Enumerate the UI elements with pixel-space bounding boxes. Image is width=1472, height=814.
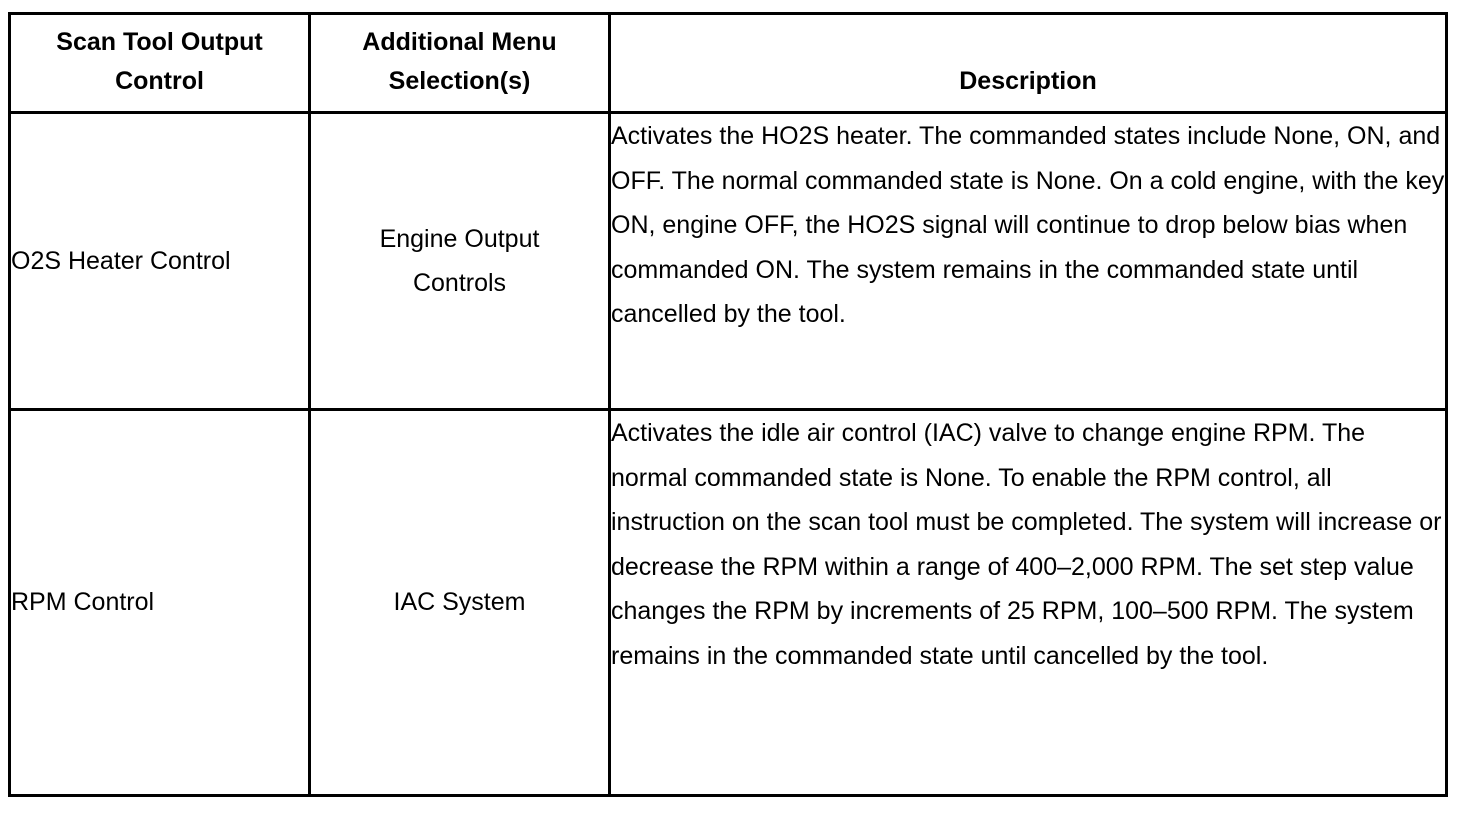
output-controls-table: [8, 12, 1448, 797]
table-row: [10, 113, 1447, 410]
output-control-cell: RPM Control: [10, 410, 310, 796]
header-scan-tool-output-control: Scan Tool Output Control: [10, 14, 310, 113]
header-description: Description: [610, 14, 1447, 113]
output-control-cell: O2S Heater Control: [10, 113, 310, 410]
description-cell: Activates the idle air control (IAC) valve to change engine RPM. The normal commanded state is None. To enable the RPM control, all instruction on the scan tool must be completed. The system will increase or decrease the RPM within a range of 400–2,000 RPM. The set step value changes the RPM by increments of 25 RPM, 100–500 RPM. The system remains in the commanded state until cancelled by the tool.: [610, 410, 1447, 796]
header-row: [10, 14, 1447, 113]
menu-selection-cell: IAC System: [310, 410, 610, 796]
header-additional-menu-selections: Additional Menu Selection(s): [310, 14, 610, 113]
table-header: [10, 14, 1447, 113]
table-body: [10, 113, 1447, 796]
description-cell: Activates the HO2S heater. The commanded states include None, ON, and OFF. The normal commanded state is None. On a cold engine, with the key ON, engine OFF, the HO2S signal will continue to drop below bias when commanded ON. The system remains in the commanded state until cancelled by the tool.: [610, 113, 1447, 410]
menu-selection-cell: Engine Output Controls: [310, 113, 610, 410]
table-row: [10, 410, 1447, 796]
